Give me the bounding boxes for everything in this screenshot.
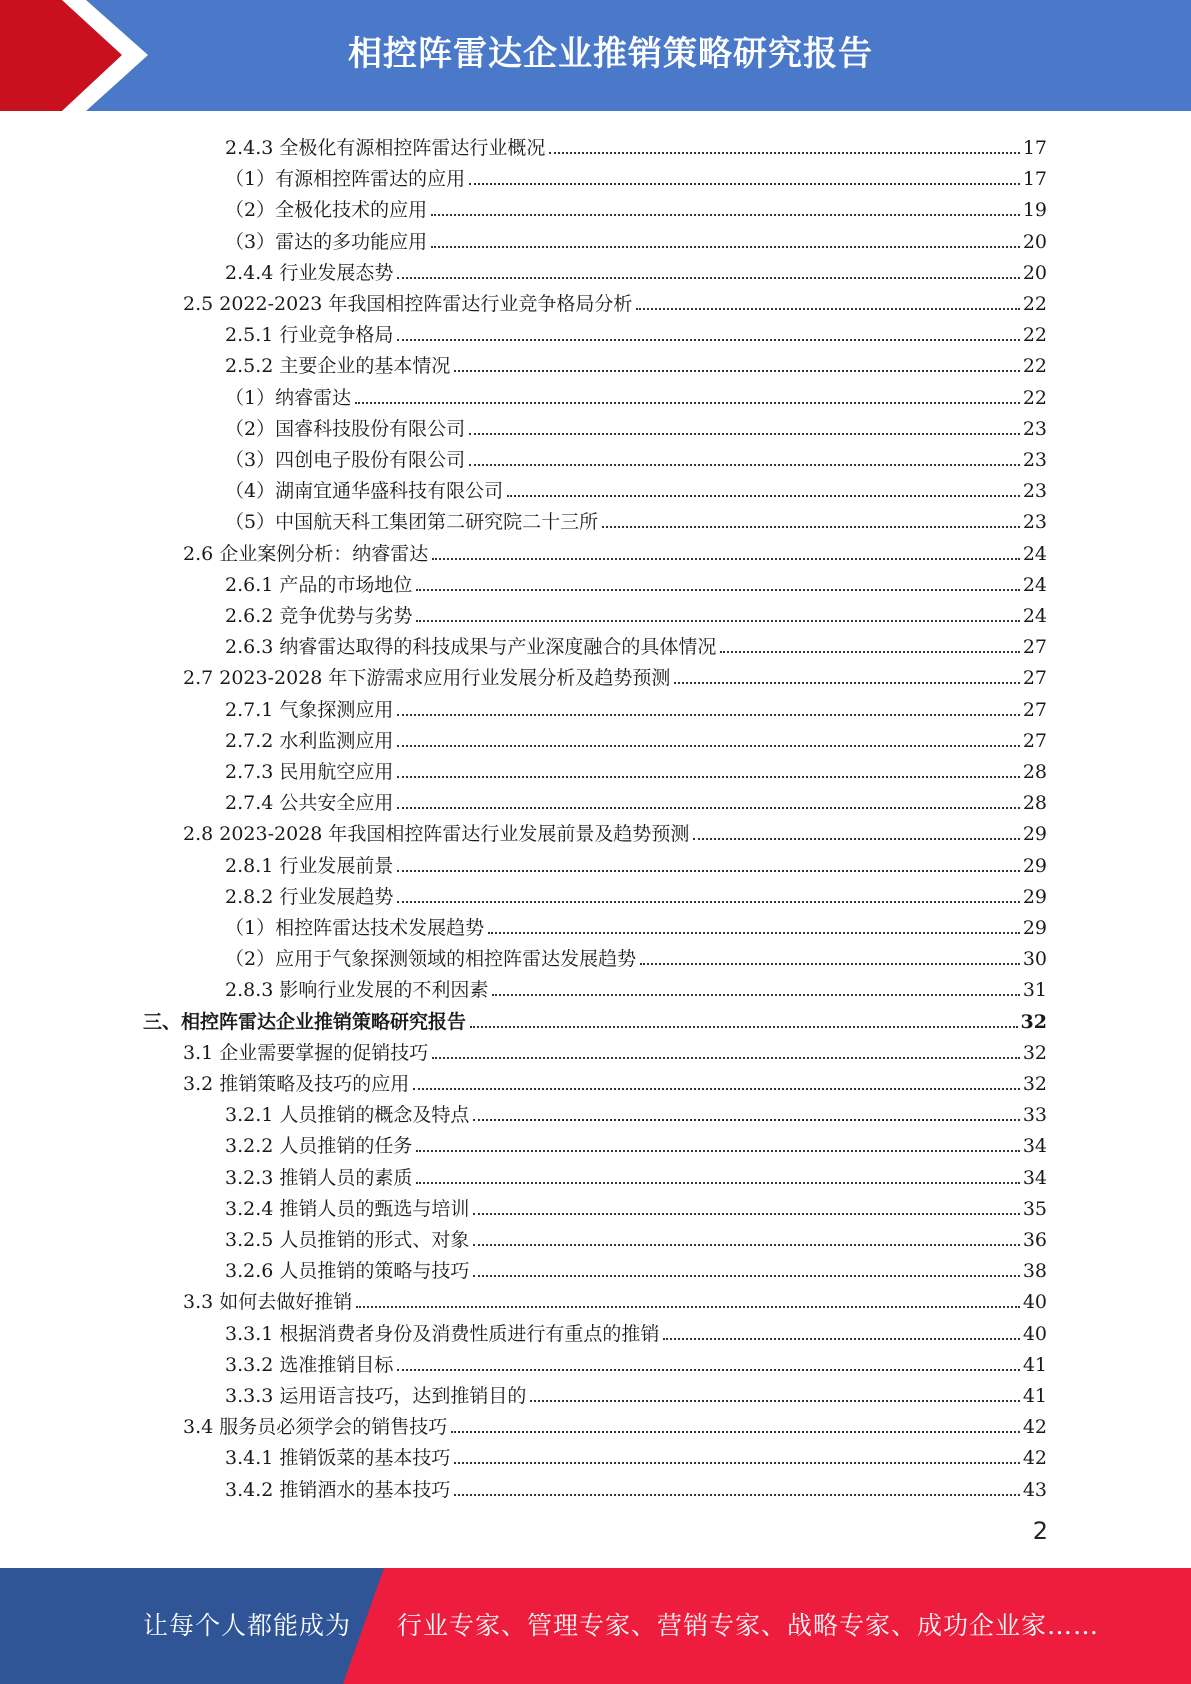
report-title: 相控阵雷达企业推销策略研究报告 (348, 34, 873, 74)
toc-dot-leader (451, 1431, 1020, 1433)
toc-entry[interactable] (225, 159, 1047, 190)
toc-entry-page: 33 (1022, 1104, 1047, 1127)
toc-dot-leader (416, 1182, 1019, 1184)
toc-entry[interactable] (225, 1095, 1047, 1126)
footer-slogan-right: 行业专家、管理专家、营销专家、战略专家、成功企业家…… (397, 1611, 1100, 1640)
toc-entry[interactable] (143, 1002, 1047, 1033)
toc-entry-title: 3.2.5 人员推销的形式、对象 (225, 1229, 470, 1251)
toc-entry-page: 27 (1022, 667, 1047, 690)
toc-entry-page: 23 (1022, 417, 1047, 440)
toc-entry[interactable] (225, 1189, 1047, 1220)
toc-entry[interactable] (225, 908, 1047, 939)
toc-entry[interactable] (183, 814, 1047, 845)
toc-dot-leader (397, 339, 1019, 341)
toc-entry-page: 29 (1022, 885, 1047, 908)
toc-entry-page: 30 (1022, 948, 1047, 971)
toc-entry-title: 2.8.2 行业发展趋势 (225, 885, 394, 908)
toc-entry-page: 32 (1022, 1041, 1047, 1064)
toc-entry-title: （4）湖南宜通华盛科技有限公司 (225, 480, 504, 503)
toc-entry[interactable] (225, 752, 1047, 783)
toc-entry-page: 24 (1022, 542, 1047, 565)
toc-entry-title: 3.3.3 运用语言技巧，达到推销目的 (225, 1385, 527, 1407)
toc-entry[interactable] (183, 284, 1047, 315)
toc-dot-leader (397, 776, 1019, 778)
toc-entry-title: （2）应用于气象探测领域的相控阵雷达发展趋势 (225, 948, 637, 971)
toc-entry-page: 32 (1022, 1073, 1047, 1095)
toc-entry-page: 34 (1022, 1166, 1047, 1189)
toc-dot-leader (355, 402, 1020, 404)
toc-entry-page: 20 (1022, 230, 1047, 253)
toc-entry-page: 28 (1022, 761, 1047, 783)
toc-entry-title: 2.4.3 全极化有源相控阵雷达行业概况 (225, 137, 546, 159)
toc-dot-leader (416, 1150, 1019, 1152)
toc-entry[interactable] (225, 565, 1047, 596)
toc-entry[interactable] (225, 222, 1047, 253)
toc-entry-title: 2.7.2 水利监测应用 (225, 729, 394, 752)
toc-dot-leader (469, 464, 1020, 466)
toc-entry-title: 2.7.4 公共安全应用 (225, 792, 394, 815)
toc-entry[interactable] (225, 1438, 1047, 1469)
toc-entry-title: 3.3 如何去做好推销 (183, 1291, 353, 1314)
toc-dot-leader (469, 433, 1020, 435)
toc-entry-page: 40 (1022, 1291, 1047, 1314)
toc-entry-page: 41 (1022, 1353, 1047, 1376)
toc-entry[interactable] (225, 315, 1047, 346)
toc-entry-page: 22 (1022, 355, 1047, 378)
toc-entry-title: 2.8 2023-2028 年我国相控阵雷达行业发展前景及趋势预测 (183, 823, 690, 846)
toc-entry-page: 42 (1022, 1447, 1047, 1470)
toc-entry-page: 29 (1022, 917, 1047, 939)
toc-entry-title: 2.8.1 行业发展前景 (225, 854, 394, 877)
toc-entry-page: 23 (1022, 511, 1047, 534)
toc-entry-title: 2.7.1 气象探测应用 (225, 698, 394, 721)
toc-entry-title: 3.2 推销策略及技巧的应用 (183, 1073, 410, 1095)
toc-dot-leader (507, 495, 1020, 497)
toc-entry-page: 43 (1022, 1478, 1047, 1501)
toc-entry[interactable] (225, 378, 1047, 409)
toc-entry[interactable] (225, 440, 1047, 471)
toc-entry-title: 2.7 2023-2028 年下游需求应用行业发展分析及趋势预测 (183, 667, 671, 690)
toc-entry-page: 29 (1022, 823, 1047, 846)
toc-entry-page: 22 (1022, 324, 1047, 347)
toc-entry-page: 27 (1022, 636, 1047, 659)
toc-entry-page: 42 (1022, 1416, 1047, 1439)
toc-entry-page: 20 (1022, 261, 1047, 284)
toc-entry-page: 35 (1022, 1197, 1047, 1220)
toc-dot-leader (416, 589, 1019, 591)
toc-entry[interactable] (183, 1407, 1047, 1438)
toc-entry-page: 40 (1022, 1322, 1047, 1345)
toc-dot-leader (432, 1057, 1020, 1059)
toc-entry-title: 2.5.1 行业竞争格局 (225, 324, 394, 347)
toc-dot-leader (674, 682, 1019, 684)
toc-dot-leader (416, 620, 1019, 622)
footer-slogan-left: 让每个人都能成为 (143, 1611, 352, 1640)
toc-entry-title: 3.4.1 推销饭菜的基本技巧 (225, 1447, 451, 1470)
toc-entry-title: 2.6.3 纳睿雷达取得的科技成果与产业深度融合的具体情况 (225, 636, 717, 659)
toc-dot-leader (636, 308, 1019, 310)
toc-entry[interactable] (225, 1158, 1047, 1189)
page-footer (0, 1568, 1191, 1684)
toc-entry-page: 36 (1022, 1229, 1047, 1251)
toc-dot-leader (431, 214, 1020, 216)
toc-entry[interactable] (225, 690, 1047, 721)
toc-dot-leader (469, 183, 1020, 185)
toc-entry[interactable] (183, 1282, 1047, 1313)
toc-dot-leader (397, 277, 1019, 279)
toc-entry-page: 22 (1022, 293, 1047, 315)
toc-entry-title: 三、相控阵雷达企业推销策略研究报告 (143, 1010, 467, 1033)
toc-entry-page: 31 (1022, 979, 1047, 1002)
toc-dot-leader (454, 370, 1019, 372)
toc-entry-title: 3.2.6 人员推销的策略与技巧 (225, 1260, 470, 1283)
page-number: 2 (1032, 1517, 1048, 1545)
toc-entry[interactable] (225, 783, 1047, 814)
toc-entry[interactable] (225, 346, 1047, 377)
toc-entry-title: （1）有源相控阵雷达的应用 (225, 168, 466, 191)
toc-dot-leader (431, 246, 1020, 248)
toc-entry-page: 38 (1022, 1260, 1047, 1283)
toc-entry-title: （2）国睿科技股份有限公司 (225, 417, 466, 440)
toc-entry[interactable] (225, 471, 1047, 502)
toc-dot-leader (397, 1369, 1019, 1371)
toc-dot-leader (454, 1462, 1019, 1464)
toc-entry[interactable] (225, 1345, 1047, 1376)
toc-entry-page: 34 (1022, 1135, 1047, 1158)
toc-dot-leader (473, 1213, 1019, 1215)
toc-entry-page: 19 (1022, 199, 1047, 222)
toc-entry-title: 2.6.2 竞争优势与劣势 (225, 605, 413, 627)
toc-entry-title: 2.5.2 主要企业的基本情况 (225, 355, 451, 378)
toc-entry[interactable] (225, 1220, 1047, 1251)
toc-entry[interactable] (225, 1376, 1047, 1407)
toc-entry-title: 2.6 企业案例分析：纳睿雷达 (183, 542, 429, 565)
toc-entry-page: 17 (1022, 168, 1047, 191)
toc-dot-leader (397, 807, 1019, 809)
toc-entry-title: 2.5 2022-2023 年我国相控阵雷达行业竞争格局分析 (183, 293, 633, 315)
toc-entry-page: 24 (1022, 605, 1047, 627)
toc-entry[interactable] (225, 970, 1047, 1001)
toc-dot-leader (454, 1494, 1019, 1496)
toc-entry-title: 3.2.4 推销人员的甄选与培训 (225, 1197, 470, 1220)
toc-dot-leader (720, 651, 1019, 653)
toc-dot-leader (473, 1119, 1019, 1121)
toc-entry-page: 28 (1022, 792, 1047, 815)
toc-entry[interactable] (183, 1033, 1047, 1064)
toc-entry[interactable] (183, 534, 1047, 565)
toc-entry-page: 27 (1022, 698, 1047, 721)
toc-entry[interactable] (225, 1126, 1047, 1157)
toc-entry[interactable] (183, 658, 1047, 689)
toc-dot-leader (432, 558, 1020, 560)
toc-entry-title: 3.3.1 根据消费者身份及消费性质进行有重点的推销 (225, 1322, 660, 1345)
toc-dot-leader (397, 870, 1019, 872)
toc-entry-title: 2.7.3 民用航空应用 (225, 761, 394, 783)
toc-entry[interactable] (225, 1251, 1047, 1282)
toc-entry-title: 3.1 企业需要掌握的促销技巧 (183, 1041, 429, 1064)
toc-dot-leader (473, 1275, 1019, 1277)
toc-entry-page: 17 (1022, 137, 1047, 159)
toc-entry[interactable] (225, 1470, 1047, 1501)
toc-dot-leader (602, 526, 1020, 528)
toc-entry-page: 32 (1020, 1010, 1047, 1033)
toc-entry-title: （3）四创电子股份有限公司 (225, 449, 466, 471)
toc-entry-title: 3.4.2 推销酒水的基本技巧 (225, 1478, 451, 1501)
toc-entry[interactable] (225, 846, 1047, 877)
toc-dot-leader (663, 1338, 1019, 1340)
toc-entry-title: 3.3.2 选准推销目标 (225, 1353, 394, 1376)
toc-entry[interactable] (225, 596, 1047, 627)
toc-dot-leader (473, 1244, 1019, 1246)
toc-entry-title: 2.8.3 影响行业发展的不利因素 (225, 979, 489, 1002)
toc-entry-page: 24 (1022, 573, 1047, 596)
toc-entry[interactable] (225, 253, 1047, 284)
toc-entry[interactable] (225, 627, 1047, 658)
toc-entry-title: 2.4.4 行业发展态势 (225, 261, 394, 284)
page-header (0, 0, 1191, 111)
toc-entry-title: 3.2.3 推销人员的素质 (225, 1166, 413, 1189)
toc-entry[interactable] (225, 128, 1047, 159)
toc-entry-title: （1）相控阵雷达技术发展趋势 (225, 917, 485, 939)
toc-dot-leader (356, 1306, 1020, 1308)
toc-entry-title: （5）中国航天科工集团第二研究院二十三所 (225, 511, 599, 534)
toc-entry-title: 3.2.1 人员推销的概念及特点 (225, 1104, 470, 1127)
toc-dot-leader (413, 1088, 1020, 1090)
toc-entry-page: 41 (1022, 1385, 1047, 1407)
toc-entry[interactable] (225, 721, 1047, 752)
toc-entry[interactable] (225, 1314, 1047, 1345)
toc-dot-leader (397, 714, 1019, 716)
toc-entry-title: 3.2.2 人员推销的任务 (225, 1135, 413, 1158)
toc-entry[interactable] (225, 877, 1047, 908)
toc-entry-title: （3）雷达的多功能应用 (225, 230, 428, 253)
toc-entry-title: 3.4 服务员必须学会的销售技巧 (183, 1416, 448, 1439)
toc-dot-leader (470, 1026, 1018, 1028)
toc-entry-title: 2.6.1 产品的市场地位 (225, 573, 413, 596)
toc-dot-leader (693, 838, 1019, 840)
toc-dot-leader (397, 901, 1019, 903)
toc-dot-leader (488, 932, 1020, 934)
toc-dot-leader (530, 1400, 1019, 1402)
toc-entry-title: （2）全极化技术的应用 (225, 199, 428, 222)
toc-dot-leader (492, 994, 1019, 996)
toc-entry[interactable] (225, 502, 1047, 533)
toc-entry-page: 23 (1022, 449, 1047, 471)
toc-entry-title: （1）纳睿雷达 (225, 386, 352, 409)
toc-dot-leader (549, 152, 1019, 154)
toc-entry-page: 27 (1022, 729, 1047, 752)
toc-entry[interactable] (225, 939, 1047, 970)
toc-dot-leader (397, 745, 1019, 747)
toc-entry[interactable] (225, 409, 1047, 440)
toc-entry-page: 23 (1022, 480, 1047, 503)
toc-entry-page: 29 (1022, 854, 1047, 877)
toc-entry[interactable] (225, 190, 1047, 221)
toc-entry-page: 22 (1022, 386, 1047, 409)
toc-entry[interactable] (183, 1064, 1047, 1095)
toc-dot-leader (640, 963, 1020, 965)
